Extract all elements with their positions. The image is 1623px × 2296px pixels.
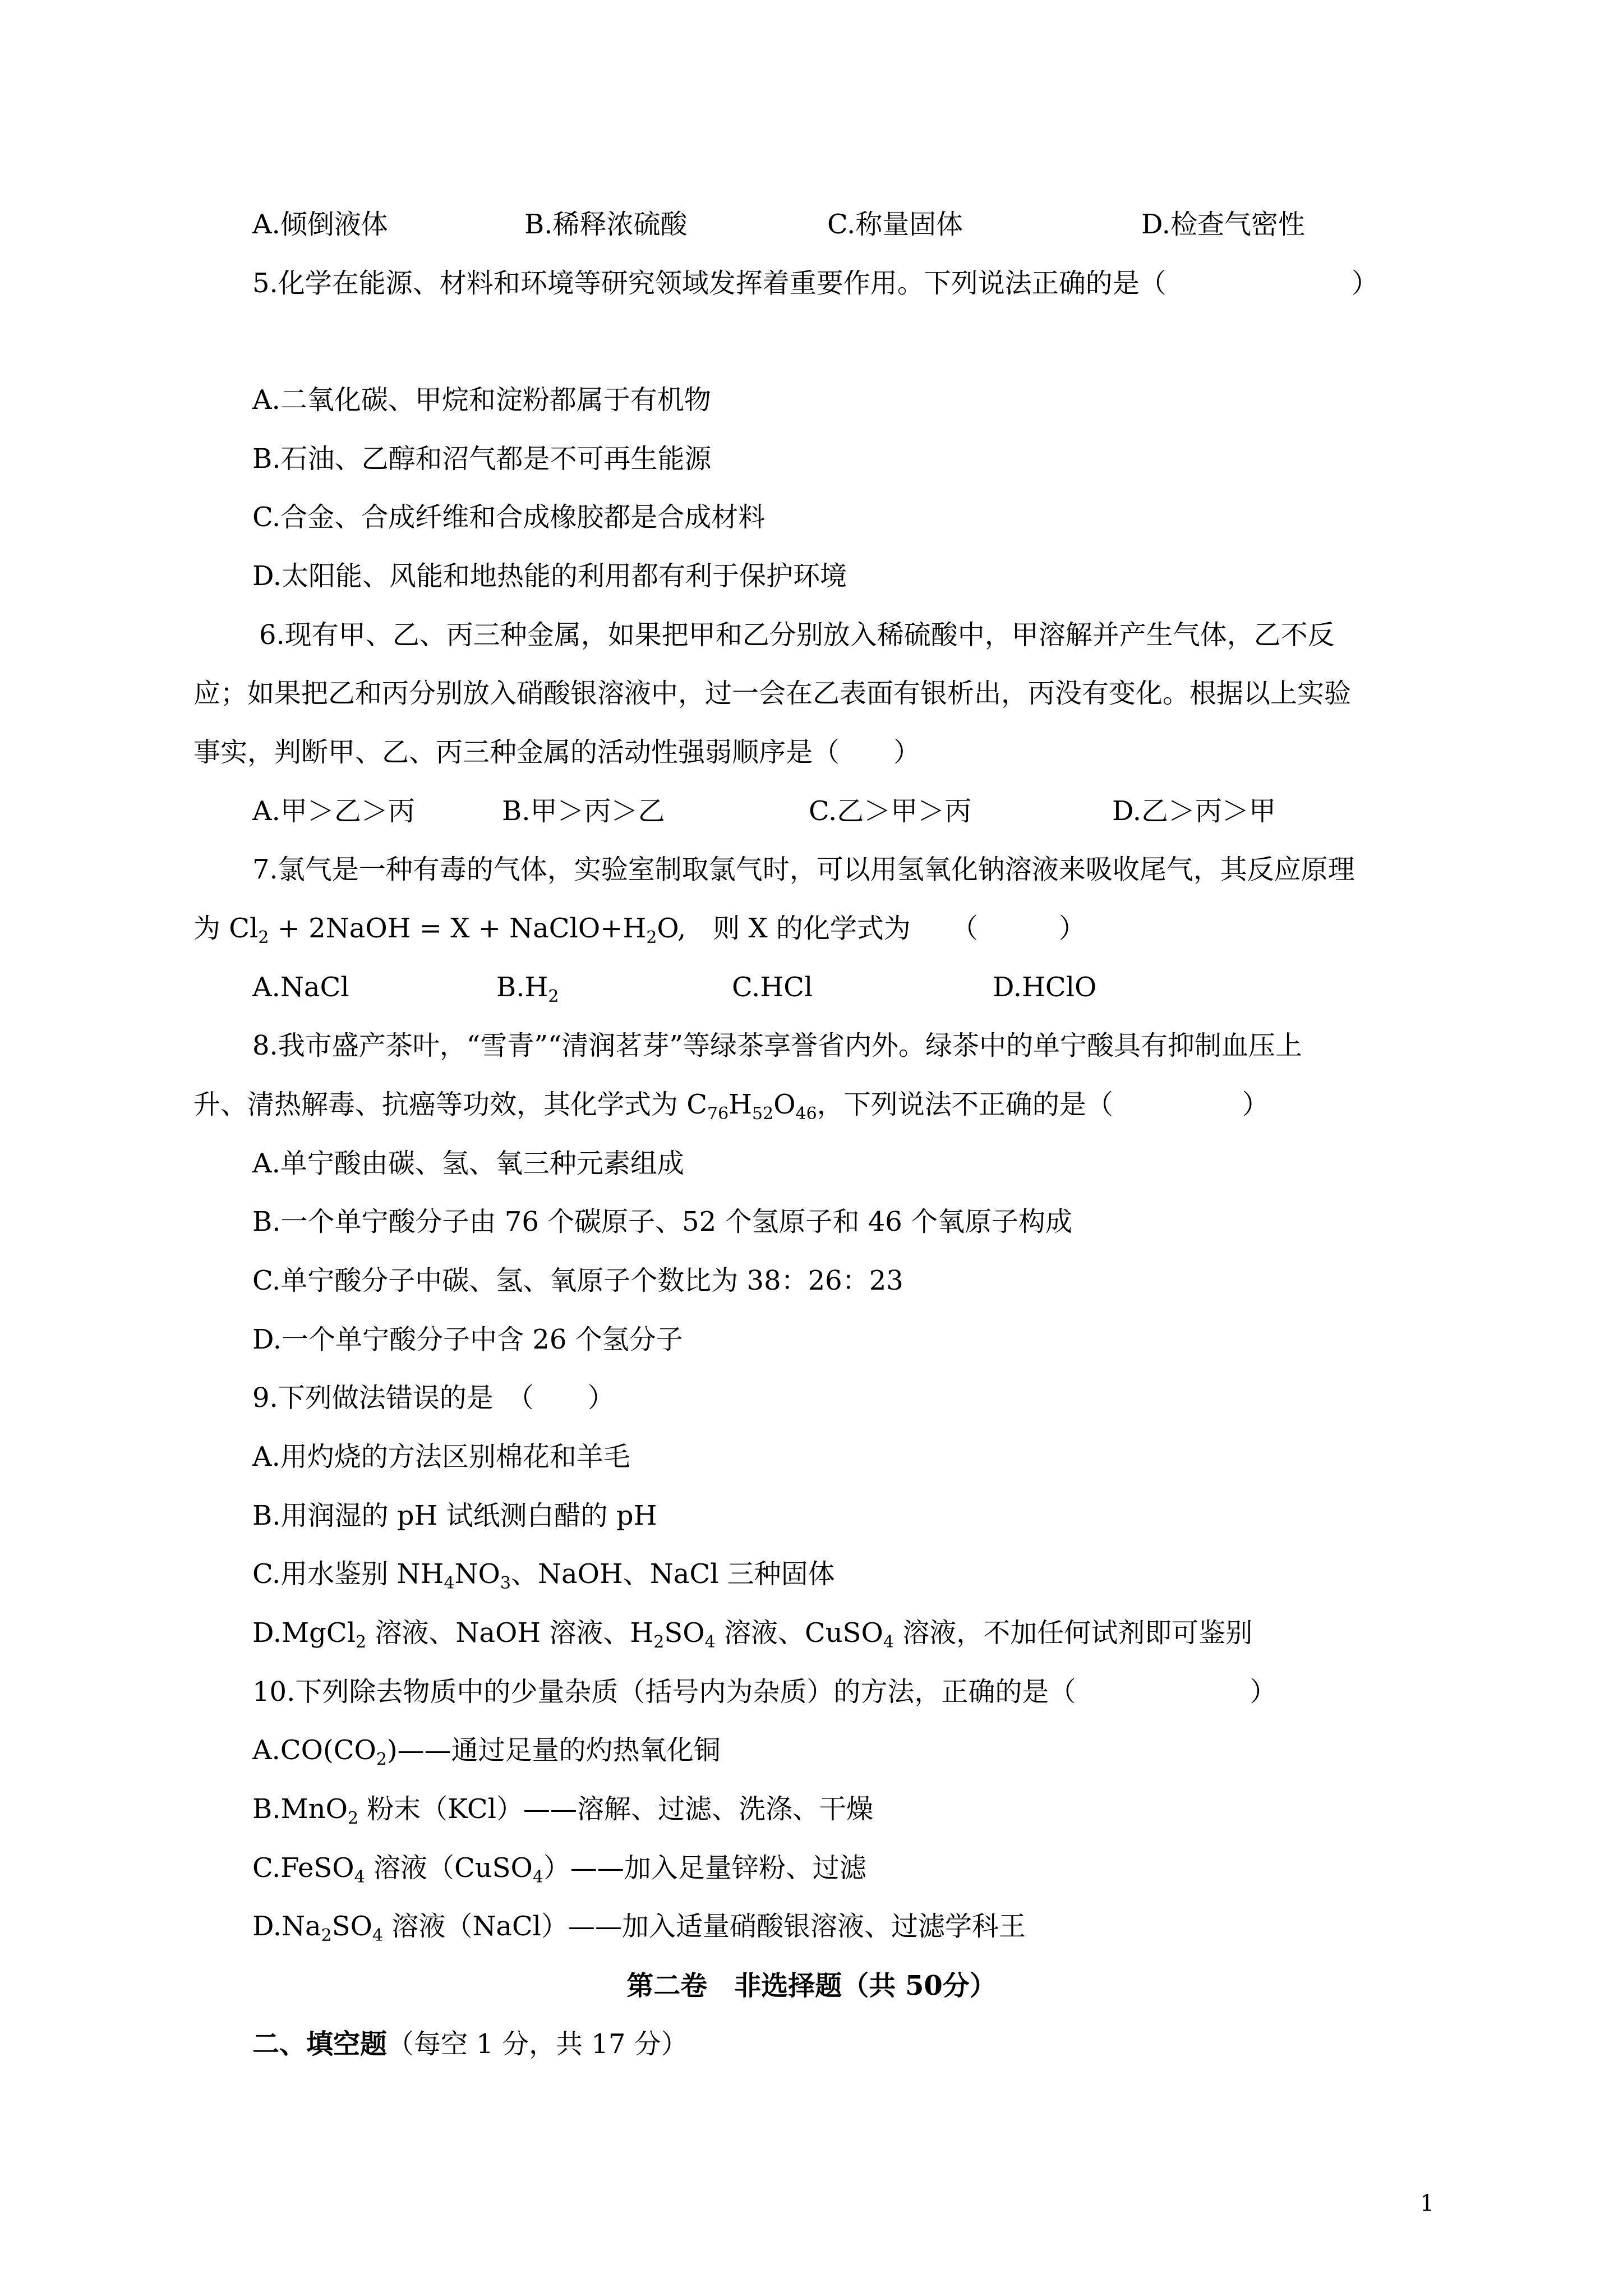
q7-option-b: $B.H_2$ xyxy=(496,972,559,1006)
q5-option-c: C.合金、合成纤维和合成橡胶都是合成材料 xyxy=(252,501,766,533)
q5-option-a: A.二氧化碳、甲烷和淀粉都属于有机物 xyxy=(252,384,711,416)
section-2-heading: 第二卷 非选择题（共 50分） xyxy=(626,1970,997,2001)
q6-line-2: 应；如果把乙和丙分别放入硝酸银溶液中，过一会在乙表面有银析出，丙没有变化。根据以上实验 xyxy=(193,678,1352,709)
q9-option-a: A.用灼烧的方法区别棉花和羊毛 xyxy=(252,1441,630,1473)
q6-option-b: B.甲＞丙＞乙 xyxy=(502,795,665,827)
q5-stem: 5.化学在能源、材料和环境等研究领域发挥着重要作用。下列说法正确的是（ ） xyxy=(252,268,1378,299)
q5-option-d: D.太阳能、风能和地热能的利用都有利于保护环境 xyxy=(252,560,847,592)
q7-option-d: D.HClO xyxy=(993,972,1097,1003)
q9-stem: 9.下列做法错误的是 （ ） xyxy=(252,1382,615,1414)
q4-option-a: A.倾倒液体 xyxy=(252,209,388,240)
q4-option-b: B.稀释浓硫酸 xyxy=(524,209,688,240)
q8-option-b: B.一个单宁酸分子由 76 个碳原子、52 个氢原子和 46 个氧原子构成 xyxy=(252,1206,1073,1237)
q9-option-d: D.MgCl$_2$ 溶液、NaOH 溶液、$H_2SO_4$ 溶液、CuSO$_4$ 溶液，不加任何试剂即可鉴别 xyxy=(252,1617,1253,1652)
q7-line-2: 为 $Cl_2$ + 2NaOH = $X + NaClO+H_2O$, 则 X 的化学式为 （ ） xyxy=(193,913,1086,947)
q4-option-c: C.称量固体 xyxy=(827,209,963,240)
q5-option-b: B.石油、乙醇和沼气都是不可再生能源 xyxy=(252,443,712,475)
q6-option-d: D.乙＞丙＞甲 xyxy=(1112,795,1276,827)
q8-line-2: 升、清热解毒、抗癌等功效，其化学式为 $C_{76}H_{52}O_{46}$，下列说法不正确的是（ ） xyxy=(193,1089,1269,1124)
q8-option-d: D.一个单宁酸分子中含 26 个氢分子 xyxy=(252,1324,683,1355)
q7-option-c: C.HCl xyxy=(732,972,813,1003)
q10-option-a: $A.CO(CO_2)——$通过足量的灼热氧化铜 xyxy=(252,1734,721,1769)
q7-line-1: 7.氯气是一种有毒的气体，实验室制取氯气时，可以用氢氧化钠溶液来吸收尾气，其反应原理 xyxy=(252,854,1355,885)
q6-option-c: C.乙＞甲＞丙 xyxy=(809,795,972,827)
q8-line-1: 8.我市盛产茶叶，“雪青”“清润茗芽”等绿茶享誉省内外。绿茶中的单宁酸具有抑制血压上 xyxy=(252,1030,1302,1061)
q10-option-c: C.FeSO$_4$ 溶液（CuSO$_4$）——加入足量锌粉、过滤 xyxy=(252,1852,866,1887)
q6-line-3: 事实，判断甲、乙、丙三种金属的活动性强弱顺序是（ ） xyxy=(193,737,921,768)
q9-option-b: B.用润湿的 pH 试纸测白醋的 pH xyxy=(252,1500,657,1531)
q10-option-b: B.MnO$_2$ 粉末（KCl）——溶解、过滤、洗涤、干燥 xyxy=(252,1793,873,1828)
q8-option-c: C.单宁酸分子中碳、氢、氧原子个数比为 38：26：23 xyxy=(252,1265,903,1296)
q10-option-d: $D.Na_2SO_4$ 溶液（NaCl）——加入适量硝酸银溶液、过滤学科王 xyxy=(252,1911,1026,1945)
page-number: 1 xyxy=(1420,2191,1435,2216)
q9-option-c: C.用水鉴别 $NH_4NO_3$、NaOH、NaCl 三种固体 xyxy=(252,1558,835,1593)
q6-line-1: 6.现有甲、乙、丙三种金属，如果把甲和乙分别放入稀硫酸中，甲溶解并产生气体，乙不反 xyxy=(259,619,1335,651)
fill-in-note: （每空 1 分，共 17 分） xyxy=(387,2028,688,2060)
q8-option-a: A.单宁酸由碳、氢、氧三种元素组成 xyxy=(252,1148,684,1179)
q10-stem: 10.下列除去物质中的少量杂质（括号内为杂质）的方法，正确的是（ ） xyxy=(252,1676,1277,1708)
q6-option-a: A.甲＞乙＞丙 xyxy=(252,795,415,827)
fill-in-heading xyxy=(252,2027,688,2061)
q4-option-d: D.检查气密性 xyxy=(1141,209,1306,240)
fill-in-title: 二、填空题 xyxy=(252,2028,388,2060)
q7-option-a: A.NaCl xyxy=(252,972,349,1003)
